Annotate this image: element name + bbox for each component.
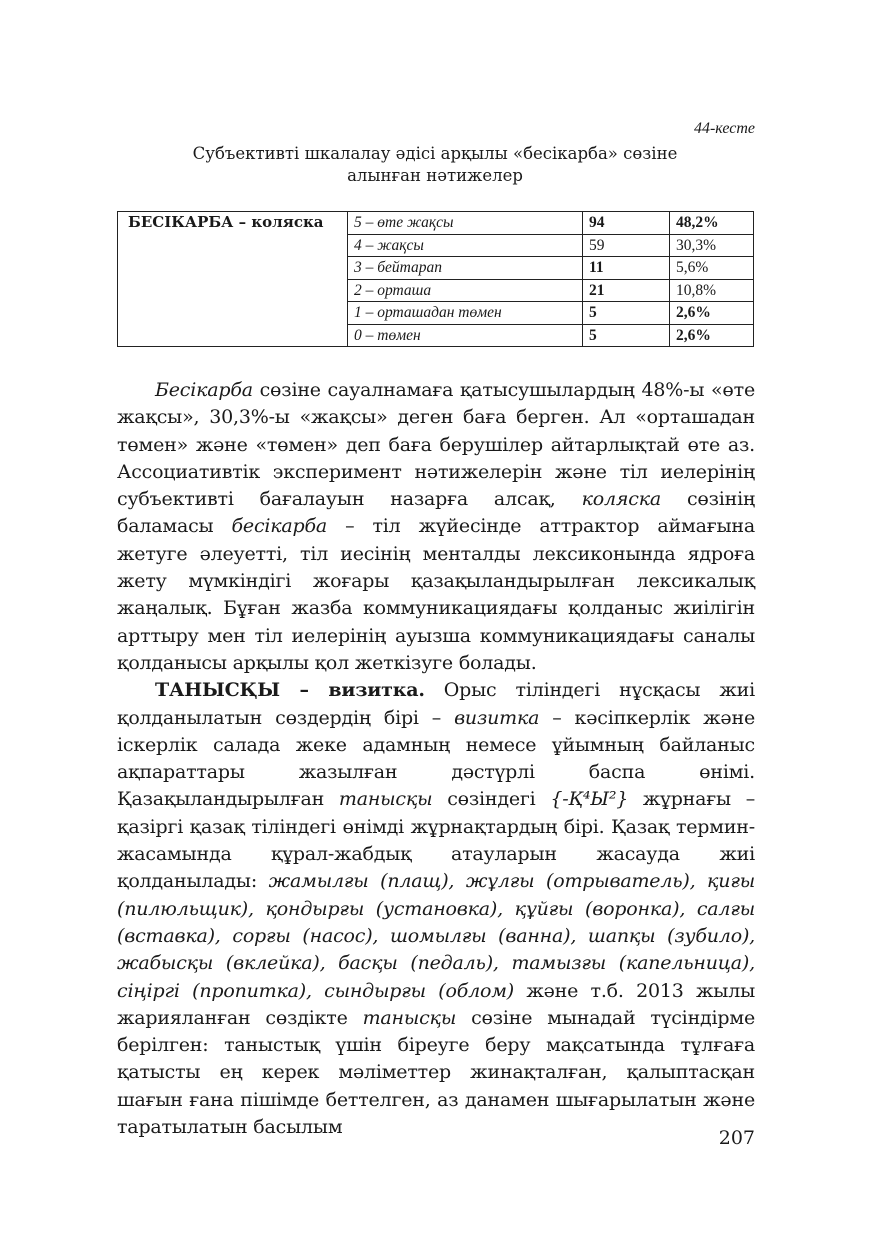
percent-cell: 10,8%	[670, 279, 754, 302]
count-cell: 94	[583, 212, 670, 235]
text-run: және т.б. 2013 жылы жарияланған сөздікте	[117, 979, 755, 1029]
table-head-cell: БЕСІКАРБА – коляска	[118, 212, 348, 347]
table-caption	[117, 143, 753, 187]
term-tanysky: танысқы	[362, 1006, 457, 1029]
text-run: – кәсіпкерлік және іскерлік салада жеке адамның немесе ұйымның байланыс ақпараттары жазылған дәстүрлі баспа өнімі. Қазақыландырылған	[117, 706, 755, 811]
percent-cell: 2,6%	[670, 302, 754, 325]
text-run: Орыс тіліндегі нұсқасы жиі қолданылатын сөздердің бірі –	[117, 679, 755, 729]
term-besikarba: бесікарба	[231, 515, 328, 538]
caption-line-1: Субъективті шкалалау әдісі арқылы «бесікарба» сөзіне	[192, 144, 678, 163]
term-examples: жамылғы (плащ), жұлғы (отрыватель), қиғы (пилюльщик), қондырғы (установка), құйғы (воронка), салғы (вставка), сорғы (насос), шомылғы (ванна), шапқы (зубило), жабысқы (вклейка), басқы (педаль), тамызғы (капельница), сіңіргі (пропитка), сындырғы (облом)	[117, 870, 755, 1002]
term-kolyaska: коляска	[581, 488, 661, 511]
percent-cell: 30,3%	[670, 234, 754, 257]
count-cell: 5	[583, 302, 670, 325]
count-cell: 59	[583, 234, 670, 257]
table-number: 44-кесте	[693, 120, 755, 137]
suffix-formula: {-Қ⁴Ы²}	[550, 788, 629, 811]
text-run: сөзіндегі	[432, 788, 551, 811]
paragraph-2	[117, 677, 755, 1141]
grade-cell: 3 – бейтарап	[348, 257, 583, 280]
paragraph-1	[117, 377, 755, 677]
text-run: – тіл жүйесінде аттрактор аймағына жетуге әлеуетті, тіл иесінің менталды лексиконында ядроға жету мүмкіндігі жоғары қазақыландырылған лексикалық жаңалық. Бұған жазба коммуникациядағы қолданыс жиілігін арттыру мен тіл иелерінің ауызша коммуникациядағы саналы қолданысы арқылы қол жеткізуге болады.	[117, 515, 755, 674]
percent-cell: 5,6%	[670, 257, 754, 280]
section-term-heading: ТАНЫСҚЫ – визитка.	[155, 679, 425, 702]
grade-cell: 0 – төмен	[348, 324, 583, 347]
grade-cell: 4 – жақсы	[348, 234, 583, 257]
text-run: сөзіне мынадай түсіндірме берілген: таныстық үшін біреуге беру мақсатында тұлғаға қатысты ең керек мәліметтер жинақталған, қалыптасқан шағын ғана пішімде беттелген, аз данамен шығарылатын және таратылатын басылым	[117, 1006, 755, 1139]
table-row	[118, 212, 754, 235]
count-cell: 11	[583, 257, 670, 280]
grade-cell: 5 – өте жақсы	[348, 212, 583, 235]
page-number: 207	[718, 1127, 755, 1149]
body-text	[117, 377, 755, 1141]
term-vizitka: визитка	[454, 706, 540, 729]
caption-line-2: алынған нәтижелер	[347, 166, 523, 185]
percent-cell: 2,6%	[670, 324, 754, 347]
count-cell: 5	[583, 324, 670, 347]
text-run: сөзіне сауалнамаға қатысушылардың 48%-ы «өте жақсы», 30,3%-ы «жақсы» деген баға берген. Ал «орташадан төмен» және «төмен» деп баға берушілер айтарлықтай өте аз. Ассоциативтік эксперимент нәтижелерін және тіл иелерінің субъективті бағалауын назарға алсақ,	[117, 379, 755, 511]
count-cell: 21	[583, 279, 670, 302]
results-table	[117, 211, 754, 347]
text-run: жұрнағы – қазіргі қазақ тіліндегі өнімді жұрнақтардың бірі. Қазақ термин-жасамында құрал-жабдық атауларын жасауда жиі қолданылады:	[117, 788, 755, 893]
grade-cell: 2 – орташа	[348, 279, 583, 302]
term-besikarba: Бесікарба	[155, 379, 253, 401]
term-tanysky: танысқы	[338, 788, 433, 811]
grade-cell: 1 – орташадан төмен	[348, 302, 583, 325]
text-run: сөзінің баламасы	[117, 488, 755, 538]
percent-cell: 48,2%	[670, 212, 754, 235]
